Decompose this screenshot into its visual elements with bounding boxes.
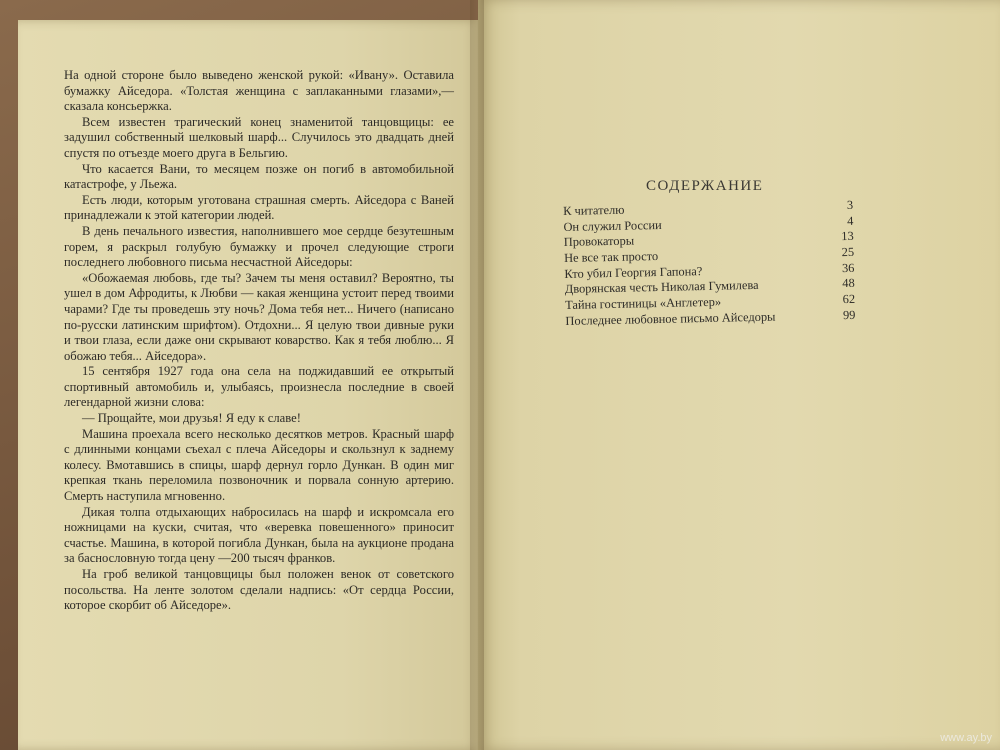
right-page [478,0,1000,750]
toc-entry-title: Не все так просто [563,249,659,266]
paragraph: — Прощайте, мои друзья! Я еду к славе! [82,411,301,426]
paragraph: В день печального известия, наполнившего мое сердце безутешным горем, я раскрыл голубую бумажку и прочел следующие строги последнего любовного письма несчастной Айседоры: [64,223,454,270]
paragraph: На одной стороне было выведено женской рукой: «Ивану». Оставила бумажку Айседора. «Толстая женщина с заплаканными глазами»,— сказала консьержка. [64,68,454,114]
toc-entry-page: 48 [842,276,855,291]
paragraph: Всем известен трагический конец знаменитой танцовщицы: ее задушил собственный шелковый шарф... Случилось это двадцать дней спустя по отъезде моего друга в Бельгию. [64,114,454,160]
toc-entry-page: 3 [846,197,854,213]
toc-entry-page: 25 [841,244,855,260]
toc-entry-page: 62 [842,292,856,307]
paragraph: Машина проехала всего несколько десятков метров. Красный шарф с длинными концами съехал с плеча Айседоры и скользнул к заднему колесу. Вмотавшись в спицы, шарф дернул горло Дункан. В один миг крепкая ткань переломила позвоночник и порвала сонную артерию. Смерть наступила мгновенно. [64,426,454,504]
toc-entry-page: 36 [841,260,855,275]
table-of-contents [563,198,856,330]
paragraph: Что касается Вани, то месяцем позже он погиб в автомобильной катастрофе, у Льежа. [64,161,454,192]
paragraph: Есть люди, которым уготована страшная смерть. Айседора с Ваней принадлежали к этой категории людей. [64,192,454,223]
left-page-text [64,68,454,614]
toc-entry-title: Кто убил Георгия Гапона? [564,263,703,281]
book-gutter [470,0,484,750]
paragraph: На гроб великой танцовщицы был положен венок от советского посольства. На ленте золотом сделали надпись: «От сердца России, которое скорбит об Айседоре». [64,567,454,613]
paragraph: Дикая толпа отдыхающих набросилась на шарф и искромсала его ножницами на куски, считая, что «веревка повешенного» приносит счастье. Машина, в которой погибла Дункан, была на аукционе продана за баснословную тогда цену —200 тысяч франков. [64,504,454,566]
toc-entry-page: 99 [842,307,856,322]
toc-title: СОДЕРЖАНИЕ [646,178,764,194]
paragraph: «Обожаемая любовь, где ты? Зачем ты меня оставил? Вероятно, ты ушел в дом Афродиты, к Любви — какая женщина устоит перед твоими чарами? Где ты проведешь эту ночь? Дома тебя нет... Ничего (написано по-русски латинским шрифтом). Отдохни... Я целую твои дивные руки и твои глаза, если даже они скрывают коварство. Как я тебя люблю... Я обожаю тебя... Айседора». [64,270,454,363]
toc-entry-title: Провокаторы [563,233,635,250]
toc-entry-title: Дворянская честь Николая Гумилева [564,278,759,297]
toc-entry-title: Последнее любовное письмо Айседоры [565,309,776,328]
paragraph: 15 сентября 1927 года она села на поджидавший ее открытый спортивный автомобиль и, улыбаясь, произнесла последние в своей легендарной жизни слова: [64,364,454,410]
toc-entry-title: К читателю [563,202,625,218]
toc-entry-page: 13 [841,229,854,244]
watermark: www.ay.by [940,732,992,744]
toc-entry-title: Он служил России [563,217,662,234]
toc-entry-page: 4 [847,213,854,228]
toc-entry-title: Тайна гостиницы «Англетер» [564,294,722,313]
